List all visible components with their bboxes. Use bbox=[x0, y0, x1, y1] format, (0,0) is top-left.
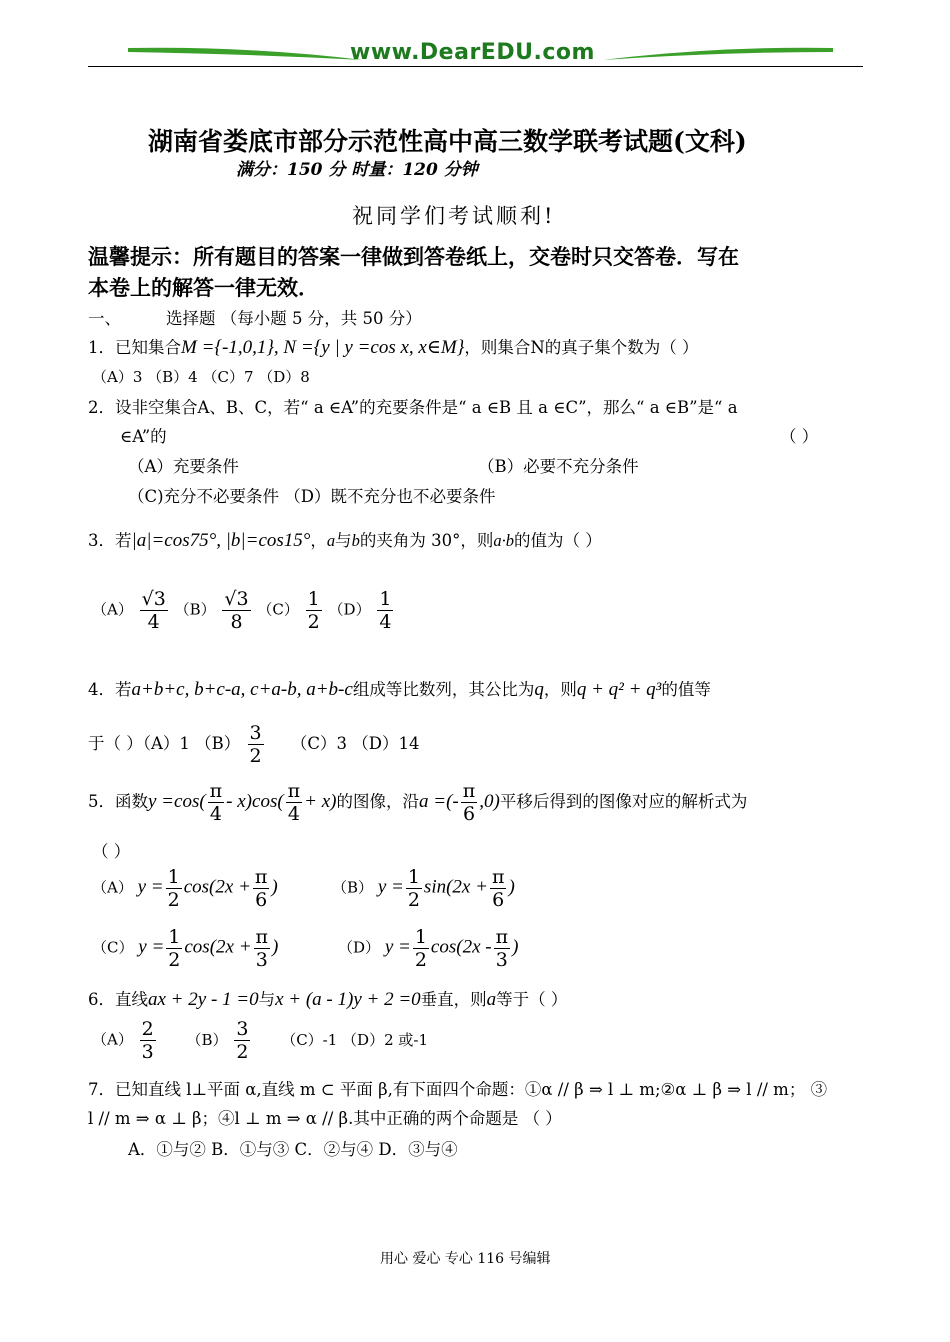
q5-four-2: 4 bbox=[287, 803, 300, 825]
q3-label-b: （B） bbox=[174, 600, 216, 619]
q5-c-pi3 bbox=[254, 926, 271, 971]
q3-frac-c bbox=[306, 588, 322, 633]
q6-a-num: 2 bbox=[141, 1018, 154, 1040]
q5-frac-pi4-b bbox=[286, 780, 303, 825]
q5-d-close: ) bbox=[512, 936, 519, 958]
q6-label-a: （A） bbox=[92, 1030, 133, 1049]
right-swoosh-icon bbox=[598, 38, 838, 68]
q5-b-pi6 bbox=[490, 866, 507, 911]
q5-math-c: + x) bbox=[304, 791, 337, 812]
q5-b-half bbox=[406, 866, 422, 911]
site-logo: www.DearEDU.com bbox=[350, 40, 595, 65]
q1-stem-a: 1．已知集合 bbox=[88, 338, 181, 357]
q3-frac-a bbox=[140, 588, 168, 633]
q5-a-two: 2 bbox=[167, 889, 180, 911]
question-3-stem bbox=[88, 527, 602, 552]
q6-math-1: ax + 2y - 1 =0 bbox=[148, 989, 259, 1010]
q3-d-num: 1 bbox=[379, 588, 392, 610]
q4-stem-c: ，则 bbox=[543, 680, 577, 699]
q3-frac-b bbox=[222, 588, 250, 633]
question-5-stem bbox=[88, 780, 747, 825]
question-7-line-1: 7．已知直线 l⊥平面 α,直线 m ⊂ 平面 β,有下面四个命题：①α // β ⇒ l ⊥ m;②α ⊥ β ⇒ l // m； ③ bbox=[88, 1080, 828, 1099]
q5-a-six: 6 bbox=[255, 889, 268, 911]
q5-a-fn: cos(2x + bbox=[183, 876, 251, 898]
question-2-paren: （ ） bbox=[780, 427, 819, 446]
q6-frac-b bbox=[234, 1018, 250, 1063]
q3-stem-c: 与 bbox=[335, 531, 352, 550]
q5-stem-b: 的图像，沿 bbox=[336, 792, 420, 811]
q4-b-den: 2 bbox=[249, 745, 262, 767]
question-2-line-1: 2．设非空集合A、B、C，若“ a ∈A”的充要条件是“ a ∈B 且 a ∈C”，那么“ a ∈B”是“ a bbox=[88, 398, 738, 417]
q3-b-num: √3 bbox=[224, 588, 249, 610]
q6-b-den: 2 bbox=[236, 1041, 249, 1063]
q3-label-d: （D） bbox=[328, 600, 371, 619]
question-3-options bbox=[92, 588, 395, 633]
question-4-stem bbox=[88, 676, 711, 701]
q5-d-pre: y = bbox=[384, 936, 411, 958]
header-banner bbox=[88, 36, 863, 70]
q3-stem-a: 3．若 bbox=[88, 531, 132, 550]
q5-stem-a: 5．函数 bbox=[88, 792, 148, 811]
header-rule bbox=[88, 66, 863, 67]
q3-math-a: a bbox=[326, 531, 336, 550]
tip-line-2: 本卷上的解答一律无效． bbox=[88, 275, 319, 300]
q4-line2-a: 于（ ）（A）1 （B） bbox=[88, 734, 241, 753]
question-4-line-2 bbox=[88, 722, 419, 767]
q5-a-half bbox=[166, 866, 182, 911]
question-7-options: A．①与② B．①与③ C．②与④ D．③与④ bbox=[128, 1140, 458, 1159]
q5-c-pre: y = bbox=[138, 936, 165, 958]
q5-b-one: 1 bbox=[407, 866, 420, 888]
q5-b-two: 2 bbox=[407, 889, 420, 911]
q5-pi-2: π bbox=[287, 780, 301, 802]
question-5-option-a bbox=[92, 866, 278, 911]
question-6-stem bbox=[88, 986, 567, 1011]
q4-line2-b: （C）3 （D）14 bbox=[290, 734, 420, 753]
q5-b-close: ) bbox=[508, 876, 515, 898]
q6-math-a: a bbox=[486, 989, 497, 1010]
q6-stem-c: 垂直，则 bbox=[420, 990, 487, 1009]
page-subtitle: 满分：150 分 时量：120 分钟 bbox=[236, 160, 478, 180]
q3-a-num: √3 bbox=[141, 588, 166, 610]
question-2-option-b: （B）必要不充分条件 bbox=[478, 457, 639, 476]
q5-stem-c: 平移后得到的图像对应的解析式为 bbox=[499, 792, 748, 811]
question-5-paren: （ ） bbox=[92, 842, 131, 861]
q5-pi-1: π bbox=[209, 780, 223, 802]
q5-a-label: （A） bbox=[92, 878, 133, 897]
q5-c-one: 1 bbox=[168, 926, 181, 948]
q3-stem-b: ， bbox=[310, 531, 327, 550]
section-number: 一、 bbox=[88, 309, 121, 328]
q5-frac-pi6 bbox=[461, 780, 478, 825]
tip-line-1: 温馨提示：所有题目的答案一律做到答卷纸上，交卷时只交答卷．写在 bbox=[88, 244, 739, 269]
q4-math-sum: q + q² + q³ bbox=[576, 679, 662, 700]
q3-math-dot: a·b bbox=[493, 531, 515, 550]
q3-d-den: 4 bbox=[379, 611, 392, 633]
q5-d-fn: cos(2x - bbox=[430, 936, 492, 958]
q5-d-half bbox=[413, 926, 429, 971]
q5-b-label: （B） bbox=[332, 878, 374, 897]
question-1-options: （A）3 （B）4 （C）7 （D）8 bbox=[92, 368, 310, 386]
left-swoosh-icon bbox=[128, 38, 368, 68]
q6-stem-b: 与 bbox=[258, 990, 276, 1009]
q1-stem-b: ，则集合N的真子集个数为（ ） bbox=[464, 338, 699, 357]
q4-stem-d: 的值等 bbox=[661, 680, 711, 699]
q5-d-label: （D） bbox=[338, 938, 381, 957]
q3-math-b: b bbox=[351, 531, 360, 550]
q1-math: M ={-1,0,1}, N ={y | y =cos x, x∈M} bbox=[181, 337, 465, 358]
q5-c-close: ) bbox=[272, 936, 279, 958]
page-footer: 用心 爱心 专心 116 号编辑 bbox=[380, 1251, 551, 1267]
wish-text: 祝同学们考试顺利! bbox=[352, 204, 556, 228]
question-5-option-b bbox=[332, 866, 515, 911]
question-5-option-d bbox=[338, 926, 518, 971]
q4-math-q: q bbox=[534, 679, 544, 700]
q4-b-num: 3 bbox=[249, 722, 262, 744]
section-title: 选择题 （每小题 5 分，共 50 分） bbox=[166, 309, 422, 328]
q5-c-fn: cos(2x + bbox=[184, 936, 252, 958]
q4-stem-a: 4．若 bbox=[88, 680, 132, 699]
q3-c-num: 1 bbox=[307, 588, 320, 610]
q5-b-fn: sin(2x + bbox=[423, 876, 488, 898]
q3-stem-e: 的值为（ ） bbox=[514, 531, 602, 550]
q5-frac-pi4-a bbox=[208, 780, 225, 825]
q6-rest: （C）-1 （D）2 或-1 bbox=[281, 1030, 428, 1049]
q5-c-two: 2 bbox=[168, 949, 181, 971]
q5-c-three: 3 bbox=[255, 949, 268, 971]
q5-d-pi3 bbox=[494, 926, 511, 971]
q5-b-six: 6 bbox=[492, 889, 505, 911]
question-1-stem bbox=[88, 334, 699, 359]
q5-c-half bbox=[166, 926, 182, 971]
q5-a-pi6 bbox=[253, 866, 270, 911]
q5-d-one: 1 bbox=[414, 926, 427, 948]
q3-math: |a|=cos75°, |b|=cos15° bbox=[131, 530, 311, 551]
q4-stem-b: 组成等比数列，其公比为 bbox=[352, 680, 535, 699]
q5-c-pi: π bbox=[255, 926, 269, 948]
q6-frac-a bbox=[140, 1018, 156, 1063]
q6-b-num: 3 bbox=[236, 1018, 249, 1040]
q5-d-three: 3 bbox=[495, 949, 508, 971]
question-2-option-cd: （C)充分不必要条件 （D）既不充分也不必要条件 bbox=[128, 487, 496, 506]
q5-a-pi: π bbox=[254, 866, 268, 888]
q5-d-two: 2 bbox=[414, 949, 427, 971]
q3-label-a: （A） bbox=[92, 600, 133, 619]
q6-math-2: x + (a - 1)y + 2 =0 bbox=[275, 989, 421, 1010]
q3-label-c: （C） bbox=[257, 600, 299, 619]
q5-b-pre: y = bbox=[377, 876, 404, 898]
q5-six: 6 bbox=[462, 803, 476, 825]
q3-c-den: 2 bbox=[307, 611, 320, 633]
question-2-option-a: （A）充要条件 bbox=[128, 457, 239, 476]
page-title: 湖南省娄底市部分示范性高中高三数学联考试题(文科) bbox=[148, 127, 747, 156]
q5-a-close: ) bbox=[271, 876, 278, 898]
question-6-options bbox=[92, 1018, 428, 1063]
q5-d-pi: π bbox=[495, 926, 509, 948]
q5-a-one: 1 bbox=[167, 866, 180, 888]
q5-math-e: ,0) bbox=[479, 791, 500, 812]
q5-math-a: y =cos( bbox=[148, 791, 206, 812]
q5-b-pi: π bbox=[491, 866, 505, 888]
q5-pi-3: π bbox=[462, 780, 476, 802]
q4-math: a+b+c, b+c-a, c+a-b, a+b-c bbox=[131, 679, 353, 700]
question-2-line-2: ∈A”的 bbox=[120, 427, 167, 446]
q3-a-den: 4 bbox=[147, 611, 160, 633]
q6-label-b: （B） bbox=[186, 1030, 228, 1049]
q5-four-1: 4 bbox=[209, 803, 222, 825]
q5-a-pre: y = bbox=[137, 876, 164, 898]
q5-math-d: a =(- bbox=[419, 791, 459, 812]
q3-b-den: 8 bbox=[230, 611, 243, 633]
q6-stem-a: 6．直线 bbox=[88, 990, 148, 1009]
q3-stem-d: 的夹角为 30°，则 bbox=[359, 531, 494, 550]
q6-a-den: 3 bbox=[141, 1041, 154, 1063]
question-5-option-c bbox=[92, 926, 278, 971]
q5-c-label: （C） bbox=[92, 938, 134, 957]
q6-stem-d: 等于（ ） bbox=[496, 990, 568, 1009]
q3-frac-d bbox=[377, 588, 393, 633]
q4-frac-b bbox=[248, 722, 264, 767]
question-7-line-2: l // m ⇒ α ⊥ β；④l ⊥ m ⇒ α // β.其中正确的两个命题是 （ ） bbox=[88, 1109, 562, 1128]
q5-math-b: - x)cos( bbox=[226, 791, 284, 812]
